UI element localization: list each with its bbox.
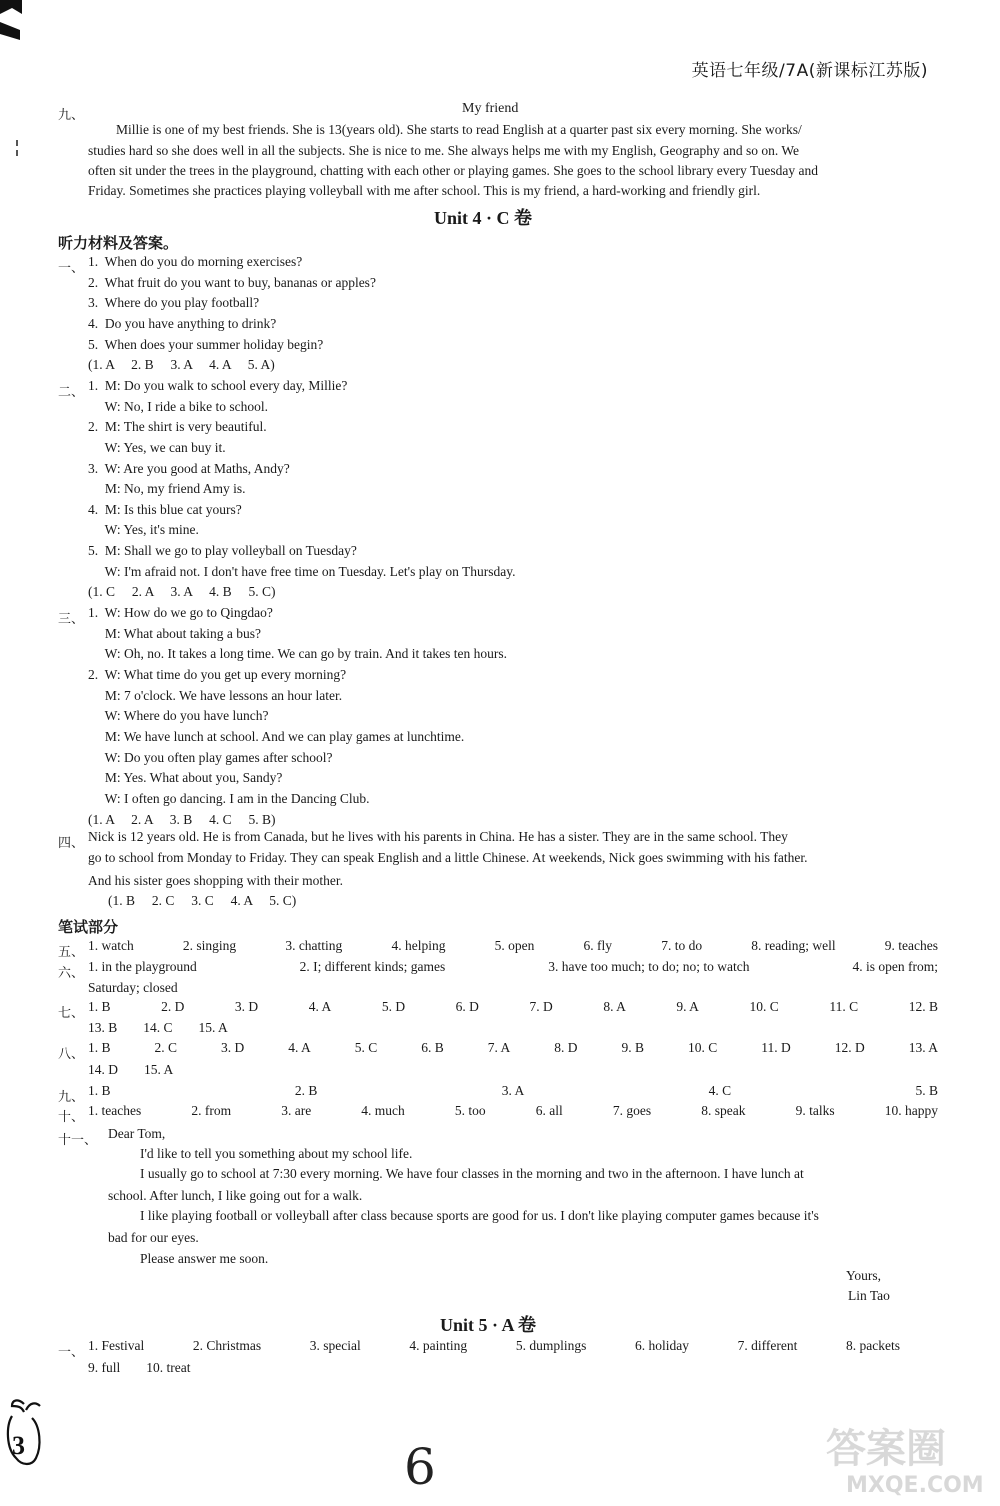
answer-item: 6. holiday	[634, 1338, 689, 1353]
listening-line: M: 7 o'clock. We have lessons an hour later.	[88, 687, 343, 703]
answer-row	[88, 1040, 938, 1056]
passage-line: And his sister goes shopping with their mother.	[88, 873, 343, 888]
answer-item: 6. fly	[583, 938, 613, 953]
unit-title: Unit 4 · C 卷	[434, 208, 533, 228]
answer-item: 3. special	[309, 1338, 361, 1353]
answer-item: 1. B	[88, 999, 111, 1014]
answer-row	[88, 999, 938, 1015]
answer-item: 10. C	[687, 1040, 718, 1055]
listening-heading: 听力材料及答案。	[58, 234, 179, 252]
letter-line: I usually go to school at 7:30 every morning. We have four classes in the morning and two in the afternoon. I have lunch at	[140, 1166, 804, 1181]
answer-item: 8. speak	[701, 1103, 746, 1118]
answer-item: 10. C	[749, 999, 779, 1014]
listening-line: W: No, I ride a bike to school.	[88, 398, 268, 414]
listening-line: W: Oh, no. It takes a long time. We can go by train. And it takes ten hours.	[88, 646, 507, 662]
answer-item: 12. D	[834, 1040, 865, 1055]
listening-line: 2. W: What time do you get up every morning?	[88, 667, 347, 682]
section-number: 一、	[58, 261, 85, 276]
answer-item: 4. helping	[391, 938, 446, 953]
letter-line: I'd like to tell you something about my school life.	[140, 1146, 413, 1161]
answer-row	[88, 1338, 900, 1354]
answer-item: 2. C	[154, 1040, 178, 1055]
listening-line: (1. A 2. B 3. A 4. A 5. A)	[88, 357, 275, 373]
answer-item: 1. teaches	[88, 1103, 142, 1118]
answer-item: 2. I; different kinds; games	[299, 959, 446, 974]
answer-item: 3. have too much; to do; no; to watch	[548, 959, 750, 974]
listening-line: 1. When do you do morning exercises?	[88, 254, 303, 269]
answer-item: 3. D	[234, 999, 259, 1014]
listening-line: W: Do you often play games after school?	[88, 749, 333, 765]
listening-line: M: Yes. What about you, Sandy?	[88, 770, 283, 786]
answer-item: 11. C	[829, 999, 859, 1014]
answer-item: 9. talks	[795, 1103, 835, 1118]
answer-row	[88, 938, 938, 954]
letter-closing: Yours,	[846, 1268, 882, 1283]
listening-line: 1. W: How do we go to Qingdao?	[88, 605, 273, 621]
answer-item: 8. A	[603, 999, 626, 1014]
answer-item: 7. D	[529, 999, 553, 1014]
answer-item: 5. B	[915, 1083, 938, 1098]
answer-row	[88, 1083, 938, 1099]
answer-row	[88, 980, 938, 996]
listening-line: 3. W: Are you good at Maths, Andy?	[88, 460, 290, 476]
answer-item: 5. open	[494, 938, 535, 953]
section-number: 一、	[58, 1345, 85, 1360]
answer-item: 4. A	[288, 1040, 311, 1055]
corner-bookmark-icon	[0, 0, 24, 44]
answer-item: 4. much	[361, 1103, 405, 1118]
answer-item: 1. watch	[88, 938, 134, 953]
margin-mark	[16, 150, 18, 156]
answer-item: 2. from	[191, 1103, 232, 1118]
svg-text:6: 6	[404, 1438, 436, 1490]
unit-title: Unit 5 · A 卷	[440, 1315, 537, 1335]
listening-line: 2. M: The shirt is very beautiful.	[88, 419, 267, 435]
answer-item: 9. A	[676, 999, 699, 1014]
answer-item: 7. goes	[612, 1103, 652, 1118]
listening-line: (1. C 2. A 3. A 4. B 5. C)	[88, 584, 276, 600]
section-number: 三、	[58, 612, 85, 628]
listening-line: W: Yes, we can buy it.	[88, 439, 226, 455]
section-number: 七、	[58, 1006, 85, 1021]
answer-item: 6. D	[455, 999, 479, 1014]
svg-text:答案圈: 答案圈	[826, 1426, 946, 1472]
answer-item: Saturday; closed	[88, 980, 178, 995]
listening-line: W: Yes, it's mine.	[88, 522, 199, 538]
answer-item: 5. too	[454, 1103, 486, 1118]
listening-line: 5. When does your summer holiday begin?	[88, 336, 324, 352]
answer-item: 3. D	[221, 1040, 245, 1055]
letter-line: Please answer me soon.	[140, 1251, 269, 1266]
section-number: 十、	[58, 1110, 85, 1125]
answer-item: 9. teaches	[884, 938, 938, 953]
answer-row	[88, 959, 938, 975]
listening-line: 1. M: Do you walk to school every day, Millie?	[88, 377, 348, 393]
answer-item: 3. are	[281, 1103, 312, 1118]
written-heading: 笔试部分	[58, 918, 119, 936]
answer-row	[88, 1020, 938, 1036]
answer-item: 5. C	[354, 1040, 378, 1055]
section-number: 九、	[58, 1090, 85, 1105]
letter-line: I like playing football or volleyball after class because sports are good for us. I don't like playing computer games because it's	[140, 1208, 819, 1223]
answer-item: 1. Festival	[88, 1338, 145, 1353]
answer-item: 1. B	[88, 1083, 111, 1098]
answer-item: 15. A	[198, 1020, 228, 1035]
letter-line: bad for our eyes.	[108, 1230, 199, 1245]
page-number-badge	[4, 1396, 44, 1476]
page-header: 英语七年级/7A(新课标江苏版)	[691, 61, 928, 81]
page-number: 3	[12, 1431, 25, 1460]
passage-line: go to school from Monday to Friday. They can speak English and a little Chinese. At weekends, Nick goes swimming with his father.	[88, 850, 808, 865]
watermark-logo	[820, 1418, 990, 1498]
answer-item: 13. A	[908, 1040, 938, 1055]
answer-item: 10. happy	[884, 1103, 938, 1118]
handwritten-number	[398, 1438, 438, 1490]
answer-item: 3. chatting	[285, 938, 343, 953]
listening-line: 2. What fruit do you want to buy, bananas or apples?	[88, 274, 376, 290]
answer-key: (1. B 2. C 3. C 4. A 5. C)	[108, 893, 297, 908]
answer-item: 12. B	[908, 999, 938, 1014]
answer-item: 7. A	[487, 1040, 511, 1055]
answer-row	[88, 1360, 190, 1376]
answer-item: 14. D	[88, 1062, 118, 1077]
section-number: 四、	[58, 836, 85, 851]
answer-item: 6. B	[421, 1040, 444, 1055]
section-number: 十一、	[58, 1133, 98, 1148]
listening-line: W: I'm afraid not. I don't have free time on Tuesday. Let's play on Thursday.	[88, 563, 516, 579]
answer-item: 5. dumplings	[515, 1338, 587, 1353]
answer-item: 10. treat	[146, 1360, 191, 1375]
answer-item: 7. to do	[661, 938, 703, 953]
listening-line: 5. M: Shall we go to play volleyball on Tuesday?	[88, 543, 357, 559]
answer-item: 14. C	[143, 1020, 173, 1035]
listening-line: W: Where do you have lunch?	[88, 708, 269, 724]
answer-item: 8. reading; well	[751, 938, 836, 953]
answer-item: 1. in the playground	[88, 959, 197, 974]
answer-item: 6. all	[535, 1103, 563, 1118]
listening-line: 3. Where do you play football?	[88, 295, 260, 311]
answer-item: 8. D	[554, 1040, 578, 1055]
answer-item: 9. full	[88, 1360, 121, 1375]
section-number: 八、	[58, 1047, 85, 1062]
answer-row	[88, 1062, 938, 1078]
answer-item: 15. A	[144, 1062, 174, 1077]
listening-line: 4. Do you have anything to drink?	[88, 315, 277, 331]
answer-item: 4. is open from;	[852, 959, 938, 974]
passage-line: Nick is 12 years old. He is from Canada, but he lives with his parents in China. He has a sister. They are in the same school. They	[88, 829, 788, 844]
answer-item: 2. Christmas	[192, 1338, 262, 1353]
answer-item: 1. B	[88, 1040, 111, 1055]
answer-item: 9. B	[621, 1040, 644, 1055]
essay-line: often sit under the trees in the playground, chatting with each other or playing games. She goes to the school library every Tuesday and	[88, 163, 818, 178]
listening-line: M: What about taking a bus?	[88, 625, 261, 641]
listening-line: M: No, my friend Amy is.	[88, 481, 246, 497]
answer-item: 4. C	[708, 1083, 732, 1098]
answer-item: 2. singing	[182, 938, 237, 953]
answer-item: 7. different	[737, 1338, 798, 1353]
answer-item: 4. painting	[409, 1338, 468, 1353]
answer-item: 13. B	[88, 1020, 118, 1035]
section-number: 二、	[58, 384, 85, 400]
section-number: 六、	[58, 966, 85, 981]
margin-mark	[16, 140, 18, 146]
listening-line: 4. M: Is this blue cat yours?	[88, 501, 242, 517]
answer-item: 3. A	[501, 1083, 525, 1098]
letter-greeting: Dear Tom,	[108, 1126, 166, 1141]
essay-line: Millie is one of my best friends. She is 13(years old). She starts to read English at a quarter past six every morning. She works/	[116, 122, 802, 137]
answer-item: 8. packets	[845, 1338, 900, 1353]
answer-item: 5. D	[381, 999, 406, 1014]
section-number: 五、	[58, 945, 85, 960]
answer-item: 4. A	[308, 999, 332, 1014]
listening-line: W: I often go dancing. I am in the Dancing Club.	[88, 790, 370, 806]
letter-line: school. After lunch, I like going out for a walk.	[108, 1188, 363, 1203]
essay-line: Friday. Sometimes she practices playing volleyball with me after school. This is my friend, a hard-working and friendly girl.	[88, 183, 761, 198]
answer-item: 11. D	[761, 1040, 791, 1055]
listening-line: (1. A 2. A 3. B 4. C 5. B)	[88, 811, 276, 827]
listening-line: M: We have lunch at school. And we can play games at lunchtime.	[88, 728, 465, 744]
letter-signature: Lin Tao	[848, 1288, 890, 1303]
answer-item: 2. D	[161, 999, 185, 1014]
essay-line: studies hard so she does well in all the subjects. She is nice to me. She always helps me with my English, Geography and so on. We	[88, 143, 800, 158]
section-number: 九、	[58, 108, 85, 123]
svg-text:MXQE.COM: MXQE.COM	[846, 1473, 984, 1498]
essay-title: My friend	[462, 101, 519, 116]
answer-item: 2. B	[294, 1083, 318, 1098]
answer-row	[88, 1103, 938, 1119]
